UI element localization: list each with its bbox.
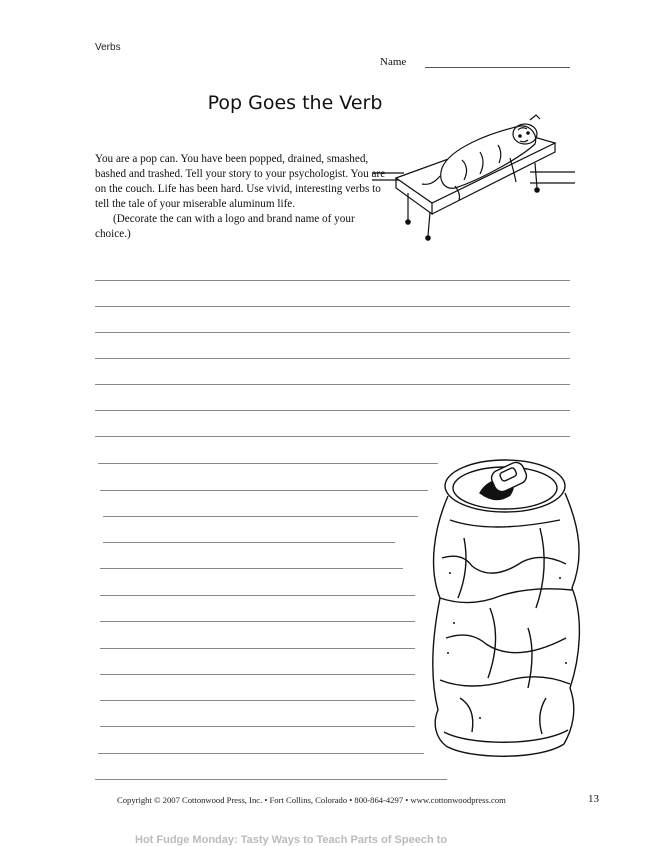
writing-line[interactable] (100, 490, 428, 491)
page-number: 13 (588, 793, 599, 805)
name-label: Name (380, 56, 407, 68)
writing-line[interactable] (98, 463, 438, 464)
name-field-line[interactable] (425, 67, 570, 68)
writing-line[interactable] (95, 306, 570, 307)
writing-line[interactable] (95, 410, 570, 411)
writing-line[interactable] (100, 621, 415, 622)
writing-line[interactable] (95, 280, 570, 281)
writing-line[interactable] (98, 753, 424, 754)
instructions-text: You are a pop can. You have been popped, drained, smashed, bashed and trashed. Tell your story to your psychologist. You are on the couch. Life has been hard. Use vivid, interesting verbs to tell the tale of your miserable aluminum life. (95, 153, 386, 210)
writing-line[interactable] (100, 674, 415, 675)
writing-line[interactable] (95, 436, 570, 437)
writing-line[interactable] (100, 648, 415, 649)
bleed-through-text: Hot Fudge Monday: Tasty Ways to Teach Parts of Speech to (135, 834, 448, 846)
writing-line[interactable] (95, 332, 570, 333)
decorate-note: (Decorate the can with a logo and brand name of your choice.) (95, 213, 355, 240)
writing-line[interactable] (95, 779, 447, 780)
copyright-footer: Copyright © 2007 Cottonwood Press, Inc. • Fort Collins, Colorado • 800-864-4297 • www.cottonwoodpress.com (117, 795, 506, 805)
instructions-block (95, 152, 387, 242)
writing-line[interactable] (103, 516, 418, 517)
writing-line[interactable] (100, 726, 415, 727)
writing-line[interactable] (95, 358, 570, 359)
couch-illustration (370, 108, 575, 243)
writing-line[interactable] (100, 568, 403, 569)
writing-line[interactable] (103, 542, 395, 543)
writing-line[interactable] (100, 595, 415, 596)
writing-line[interactable] (100, 700, 415, 701)
section-label: Verbs (95, 42, 121, 53)
crushed-can-illustration (420, 448, 590, 768)
writing-line[interactable] (95, 384, 570, 385)
title-text: Pop Goes the Verb (207, 92, 383, 114)
